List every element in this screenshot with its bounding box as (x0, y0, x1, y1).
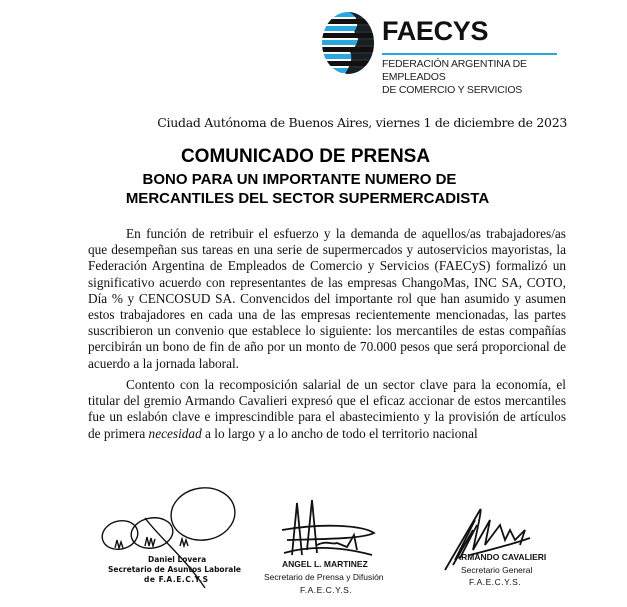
signatory-role: Secretario General (461, 565, 533, 575)
signatory-org: F.A.E.C.Y.S. (300, 585, 353, 595)
logo-name: FAECYS (382, 16, 489, 46)
signatory-role: Secretario de Prensa y Difusión (264, 572, 384, 582)
page-title: COMUNICADO DE PRENSA (180, 146, 431, 167)
subtitle-line-1: BONO PARA UN IMPORTANTE NUMERO DE (142, 171, 457, 188)
paragraph-2 (88, 377, 566, 442)
signatory-name: ARMANDO CAVALIERI (455, 552, 547, 562)
signatory-org: de F.A.E.C.Y.S (144, 575, 209, 584)
globe-stripes-icon (318, 10, 378, 76)
signatory-role: Secretario de Asuntos Laborale (108, 565, 242, 574)
paragraph-2-text: Contento con la recomposición salarial de un sector clave para la economía, el titular del gremio Armando Cavalieri expresó que el eficaz accionar de estos mercantiles fue un eslabón clave e imprescindible para el abastecimiento y la provisión de artículos de primera (88, 377, 566, 441)
faecys-logo (318, 10, 578, 96)
paragraph-1 (88, 226, 566, 372)
paragraph-2-emphasis: necesidad (148, 425, 202, 441)
logo-subtitle (382, 58, 578, 97)
date-line: Ciudad Autónoma de Buenos Aires, viernes 1 de diciembre de 2023 (157, 115, 567, 130)
logo-subtitle-line1: FEDERACIÓN ARGENTINA DE EMPLEADOS (382, 58, 527, 83)
handwritten-signature-martinez (262, 495, 412, 565)
paragraph-2-text-end: a lo largo y a lo ancho de todo el territorio nacional (201, 425, 478, 441)
logo-divider (382, 53, 557, 55)
signature-block-cavalieri (435, 500, 575, 590)
signatory-name: Daniel Lovera (148, 555, 207, 564)
paragraph-1-text: En función de retribuir el esfuerzo y la demanda de aquellos/as trabajadores/as que desempeñan sus tareas en una serie de supermercados y autoservicios mayoristas, la Federación Argentina de Empleados de Comercio y Servicios (FAECyS) formalizó un significativo acuerdo con representantes de las empresas ChangoMas, INC SA, COTO, Día % y CENCOSUD SA. Convencidos del importante rol que han asumido y asumen estos trabajadores en cada una de las empresas recientemente mencionadas, las partes suscribieron un convenio que establece lo siguiente: los mercantiles de estas compañías percibirán un bono de fin de año por un monto de 70.000 pesos que será proporcional de acuerdo a la jornada laboral. (88, 226, 566, 371)
subtitle-line-2: MERCANTILES DEL SECTOR SUPERMERCADISTA (125, 190, 490, 207)
signature-block-martinez (262, 495, 412, 600)
logo-subtitle-line2: DE COMERCIO Y SERVICIOS (382, 84, 523, 96)
signatory-name: ANGEL L. MARTINEZ (282, 559, 368, 569)
signature-block-lovera (90, 478, 250, 588)
signatory-org: F.A.E.C.Y.S. (469, 577, 522, 587)
handwritten-signature-cavalieri (435, 500, 575, 575)
